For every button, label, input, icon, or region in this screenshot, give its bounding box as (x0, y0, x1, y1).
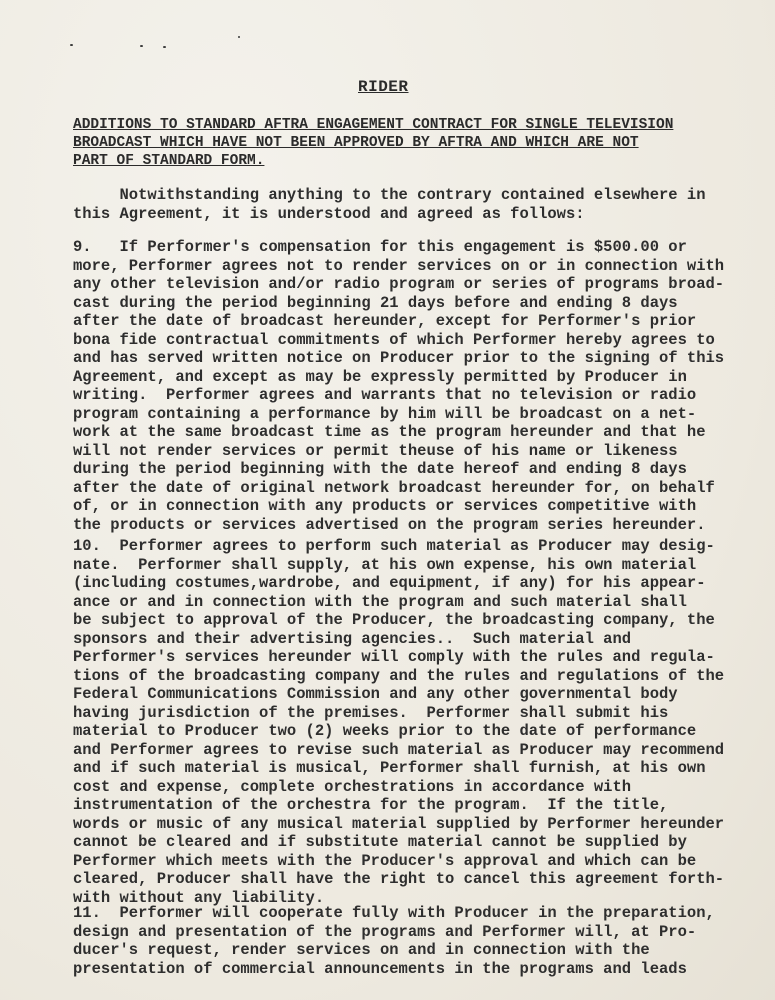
heading-line: BROADCAST WHICH HAVE NOT BEEN APPROVED BY AFTRA AND WHICH ARE NOT (73, 135, 639, 151)
text-line: during the period beginning with the date hereof and ending 8 days (73, 460, 687, 478)
text-line: cost and expense, complete orchestrations in accordance with (73, 777, 632, 796)
text-line: material to Producer two (2) weeks prior to the date of performance (73, 722, 697, 740)
text-line: writing. Performer agrees and warrants that no television or radio (73, 386, 697, 404)
text-line: work at the same broadcast time as the program hereunder and that he (73, 423, 706, 441)
rider-heading (73, 116, 723, 170)
text-line: bona fide contractual commitments of which Performer hereby agrees to (73, 330, 715, 349)
text-line: 9. If Performer's compensation for this engagement is $500.00 or (73, 238, 687, 256)
heading-line: ADDITIONS TO STANDARD AFTRA ENGAGEMENT CONTRACT FOR SINGLE TELEVISION (73, 117, 674, 133)
text-line: Notwithstanding anything to the contrary contained elsewhere in (73, 186, 706, 204)
text-line: more, Performer agrees not to render services on or in connection with (73, 256, 725, 275)
text-line: 10. Performer agrees to perform such material as Producer may desig- (73, 537, 715, 555)
text-line: words or music of any musical material supplied by Performer hereunder (73, 814, 725, 833)
text-line: instrumentation of the orchestra for the program. If the title, (73, 796, 669, 814)
text-line: nate. Performer shall supply, at his own expense, his own material (73, 555, 697, 574)
intro-paragraph (73, 186, 733, 223)
text-line: will not render services or permit theuse of his name or likeness (73, 441, 678, 460)
text-line: 11. Performer will cooperate fully with Producer in the preparation, (73, 904, 715, 922)
text-line: sponsors and their advertising agencies.. Such material and (73, 629, 632, 648)
text-line: ance or and in connection with the program and such material shall (73, 592, 687, 611)
paper-speck (238, 36, 240, 38)
text-line: be subject to approval of the Producer, the broadcasting company, the (73, 611, 715, 629)
text-line: after the date of original network broadcast hereunder for, on behalf (73, 478, 715, 497)
heading-line: PART OF STANDARD FORM. (73, 153, 265, 169)
paper-speck (70, 44, 73, 46)
text-line: presentation of commercial announcements in the programs and leads (73, 959, 687, 978)
text-line: design and presentation of the programs and Performer will, at Pro- (73, 922, 697, 941)
text-line: tions of the broadcasting company and the rules and regulations of the (73, 666, 725, 685)
paragraph-11 (73, 904, 733, 978)
text-line: Performer's services hereunder will comply with the rules and regula- (73, 648, 715, 666)
text-line: with without any liability. (73, 888, 325, 907)
paper-speck (163, 46, 166, 48)
paragraph-10 (73, 537, 733, 907)
text-line: having jurisdiction of the premises. Performer shall submit his (73, 703, 669, 722)
text-line: any other television and/or radio program or series of programs broad- (73, 275, 725, 293)
text-line: this Agreement, it is understood and agreed as follows: (73, 204, 585, 223)
text-line: and has served written notice on Producer prior to the signing of this (73, 349, 725, 367)
text-line: ducer's request, render services on and in connection with the (73, 941, 650, 959)
text-line: cast during the period beginning 21 days before and ending 8 days (73, 293, 678, 312)
text-line: after the date of broadcast hereunder, except for Performer's prior (73, 312, 697, 330)
text-line: and if such material is musical, Performer shall furnish, at his own (73, 759, 706, 777)
text-line: Agreement, and except as may be expressly permitted by Producer in (73, 367, 687, 386)
paragraph-9 (73, 238, 733, 534)
text-line: the products or services advertised on the program series hereunder. (73, 515, 706, 534)
text-line: Performer which meets with the Producer's approval and which can be (73, 851, 697, 870)
text-line: cannot be cleared and if substitute material cannot be supplied by (73, 833, 687, 851)
text-line: Federal Communications Commission and any other governmental body (73, 685, 678, 703)
text-line: cleared, Producer shall have the right to cancel this agreement forth- (73, 870, 725, 888)
text-line: of, or in connection with any products or services competitive with (73, 497, 697, 515)
document-title: RIDER (358, 78, 409, 96)
text-line: and Performer agrees to revise such material as Producer may recommend (73, 740, 725, 759)
paper-speck (140, 45, 143, 47)
text-line: (including costumes,wardrobe, and equipment, if any) for his appear- (73, 574, 706, 592)
text-line: program containing a performance by him will be broadcast on a net- (73, 404, 697, 423)
